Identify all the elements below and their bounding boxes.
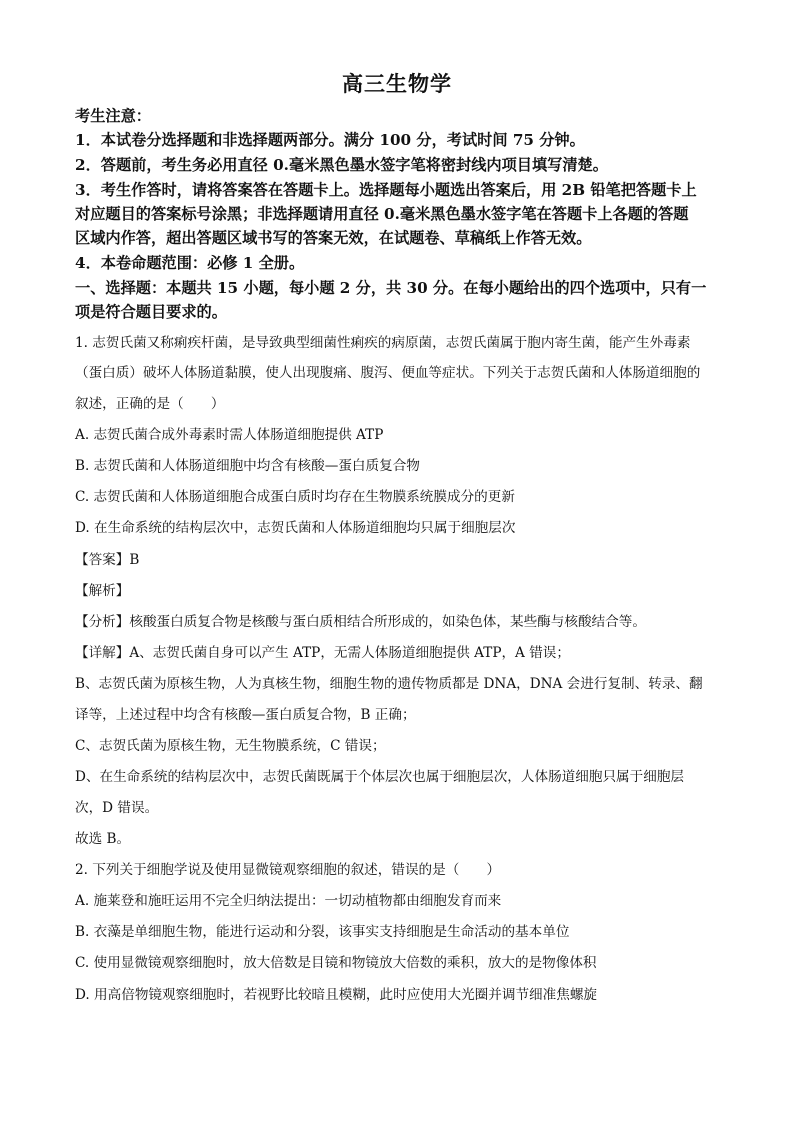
- answer-label: 【答案】B: [75, 552, 140, 568]
- option-c: C. 志贺氏菌和人体肠道细胞合成蛋白质时均存在生物膜系统膜成分的更新: [75, 489, 515, 505]
- notice-line: 4．本卷命题范围：必修 1 全册。: [75, 254, 305, 272]
- detail-line: 【详解】A、志贺氏菌自身可以产生 ATP，无需人体肠道细胞提供 ATP，A 错误；: [75, 645, 570, 661]
- notice-line: 1．本试卷分选择题和非选择题两部分。满分 100 分，考试时间 75 分钟。: [75, 131, 585, 149]
- detail-line: D、在生命系统的结构层次中，志贺氏菌既属于个体层次也属于细胞层次，人体肠道细胞只属于细胞层: [75, 769, 685, 785]
- question-stem: 叙述，正确的是（ ）: [75, 396, 225, 412]
- option-a: A. 志贺氏菌合成外毒素时需人体肠道细胞提供 ATP: [75, 427, 384, 443]
- detail-line: 故选 B。: [75, 831, 131, 847]
- option-a: A. 施莱登和施旺运用不完全归纳法提出：一切动植物都由细胞发育而来: [75, 893, 502, 909]
- section-heading: 项是符合题目要求的。: [75, 303, 227, 321]
- option-b: B. 志贺氏菌和人体肠道细胞中均含有核酸—蛋白质复合物: [75, 458, 420, 474]
- option-c: C. 使用显微镜观察细胞时，放大倍数是目镜和物镜放大倍数的乘积，放大的是物像体积: [75, 955, 597, 971]
- detail-line: B、志贺氏菌为原核生物，人为真核生物，细胞生物的遗传物质都是 DNA，DNA 会进行复制、转录、翻: [75, 676, 703, 692]
- notice-heading: 考生注意：: [75, 107, 151, 125]
- notice-line: 对应题目的答案标号涂黑；非选择题请用直径 0.毫米黑色墨水签字笔在答题卡上各题的答题: [75, 205, 689, 223]
- notice-line: 2．答题前，考生务必用直径 0.毫米黑色墨水签字笔将密封线内项目填写清楚。: [75, 156, 608, 174]
- option-d: D. 用高倍物镜观察细胞时，若视野比较暗且模糊，此时应使用大光圈并调节细准焦螺旋: [75, 987, 598, 1003]
- detail-line: 译等，上述过程中均含有核酸—蛋白质复合物，B 正确；: [75, 707, 416, 723]
- analysis-text: 【分析】核酸蛋白质复合物是核酸与蛋白质相结合所形成的，如染色体，某些酶与核酸结合等。: [75, 614, 646, 630]
- detail-line: 次，D 错误。: [75, 800, 159, 816]
- detail-line: C、志贺氏菌为原核生物，无生物膜系统，C 错误；: [75, 738, 386, 754]
- question-stem: 2. 下列关于细胞学说及使用显微镜观察细胞的叙述，错误的是（ ）: [75, 862, 501, 878]
- question-stem: 1. 志贺氏菌又称痢疾杆菌，是导致典型细菌性痢疾的病原菌，志贺氏菌属于胞内寄生菌，能产生外毒素: [75, 335, 691, 351]
- option-b: B. 衣藻是单细胞生物，能进行运动和分裂，该事实支持细胞是生命活动的基本单位: [75, 924, 570, 940]
- page-title: 高三生物学: [342, 71, 452, 96]
- option-d: D. 在生命系统的结构层次中，志贺氏菌和人体肠道细胞均只属于细胞层次: [75, 520, 516, 536]
- notice-line: 区域内作答，超出答题区域书写的答案无效，在试题卷、草稿纸上作答无效。: [75, 229, 592, 247]
- section-heading: 一、选择题：本题共 15 小题，每小题 2 分，共 30 分。在每小题给出的四个选项中，只有一: [75, 279, 707, 297]
- analysis-heading: 【解析】: [75, 583, 130, 599]
- question-stem: （蛋白质）破坏人体肠道黏膜，使人出现腹痛、腹泻、便血等症状。下列关于志贺氏菌和人体肠道细胞的: [75, 365, 701, 381]
- notice-line: 3．考生作答时，请将答案答在答题卡上。选择题每小题选出答案后，用 2B 铅笔把答题卡上: [75, 181, 697, 199]
